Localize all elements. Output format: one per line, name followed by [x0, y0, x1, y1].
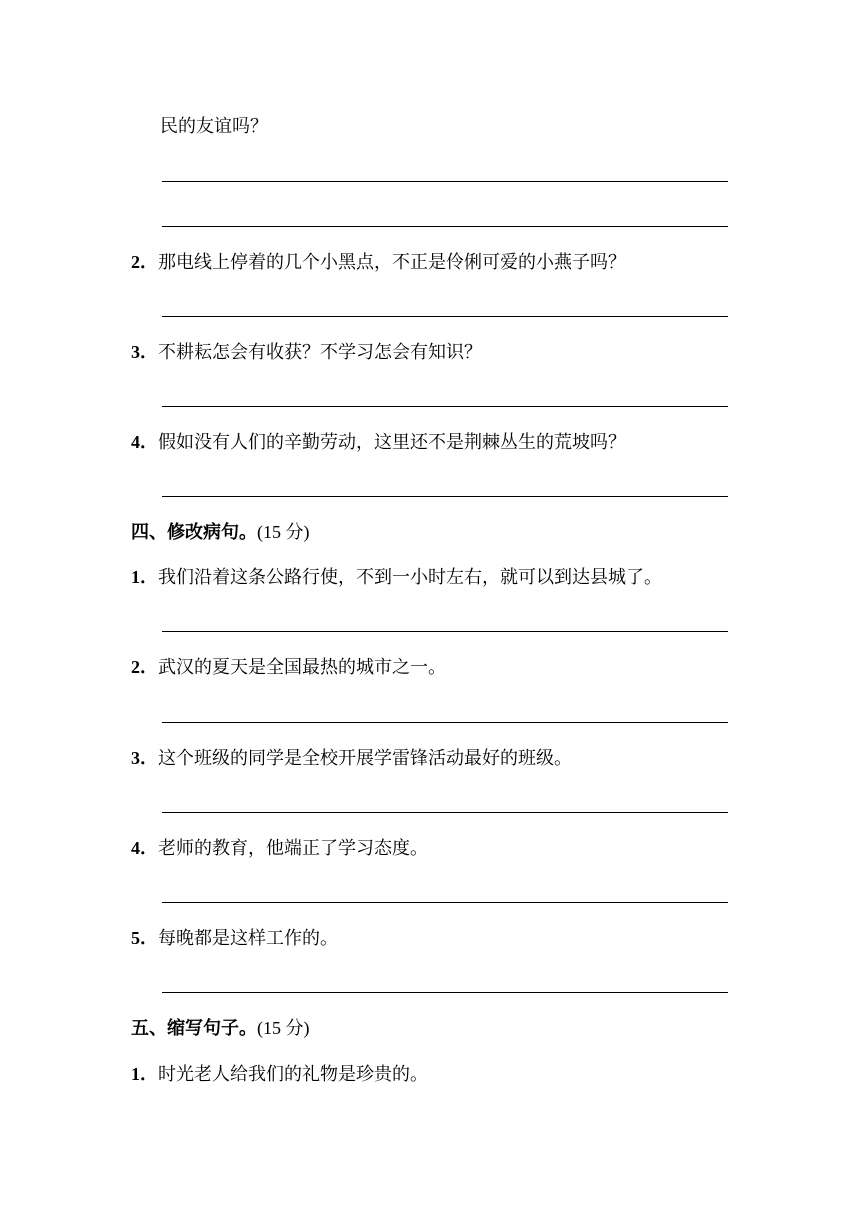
answer-line[interactable]	[162, 631, 728, 632]
answer-line[interactable]	[162, 722, 728, 723]
answer-line[interactable]	[162, 316, 728, 317]
question-number: 5．	[131, 928, 158, 948]
section-title: 五、缩写句子。	[131, 1018, 257, 1039]
question-item	[131, 925, 338, 952]
question-item	[131, 654, 446, 681]
question-item	[131, 1061, 428, 1088]
question-text: 这个班级的同学是全校开展学雷锋活动最好的班级。	[158, 748, 572, 769]
question-number: 3．	[131, 342, 158, 362]
question-number: 2．	[131, 252, 158, 272]
answer-line[interactable]	[162, 812, 728, 813]
question-number: 2．	[131, 657, 158, 677]
question-item	[131, 249, 626, 276]
section-heading-4	[131, 519, 310, 546]
answer-line[interactable]	[162, 992, 728, 993]
question-text: 时光老人给我们的礼物是珍贵的。	[158, 1064, 428, 1085]
question-text: 武汉的夏天是全国最热的城市之一。	[158, 657, 446, 678]
question-text: 那电线上停着的几个小黑点，不正是伶俐可爱的小燕子吗？	[158, 252, 626, 273]
section-heading-5	[131, 1015, 310, 1042]
question-item	[131, 564, 662, 591]
question-text: 每晚都是这样工作的。	[158, 928, 338, 949]
section-score: (15 分)	[257, 1018, 310, 1038]
question-item	[131, 835, 428, 862]
answer-line[interactable]	[162, 406, 728, 407]
question-continuation: 民的友谊吗？	[160, 116, 268, 137]
answer-line[interactable]	[162, 226, 728, 227]
question-number: 1．	[131, 567, 158, 587]
question-number: 4．	[131, 838, 158, 858]
question-text: 老师的教育，他端正了学习态度。	[158, 838, 428, 859]
question-item	[131, 339, 482, 366]
question-item	[131, 745, 572, 772]
question-number: 4．	[131, 432, 158, 452]
question-number: 3．	[131, 748, 158, 768]
question-text: 假如没有人们的辛勤劳动，这里还不是荆棘丛生的荒坡吗？	[158, 432, 626, 453]
answer-line[interactable]	[162, 181, 728, 182]
question-text: 我们沿着这条公路行使，不到一小时左右，就可以到达县城了。	[158, 567, 662, 588]
answer-line[interactable]	[162, 902, 728, 903]
section-title: 四、修改病句。	[131, 522, 257, 543]
answer-line[interactable]	[162, 496, 728, 497]
section-score: (15 分)	[257, 522, 310, 542]
question-text: 不耕耘怎会有收获？不学习怎会有知识？	[158, 342, 482, 363]
question-item	[131, 429, 626, 456]
question-number: 1．	[131, 1064, 158, 1084]
